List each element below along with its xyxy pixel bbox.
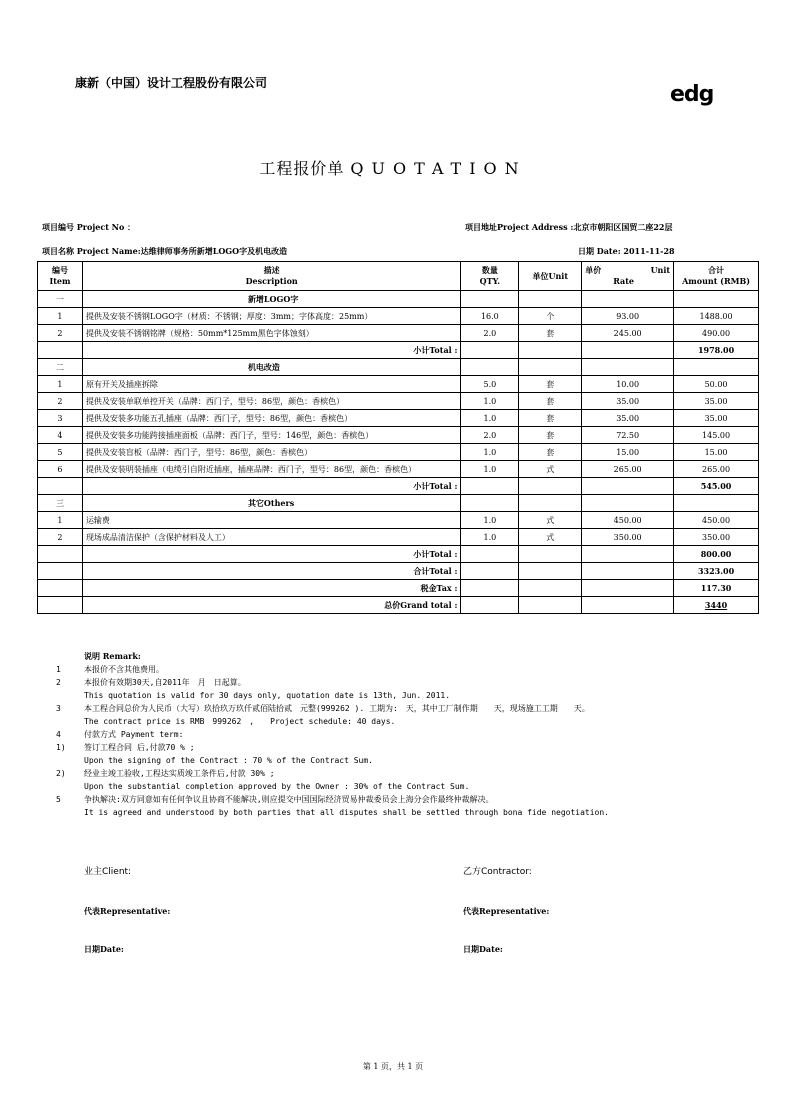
subtotal-label: 小计Total : (82, 478, 460, 495)
empty-cell (519, 478, 582, 495)
item-qty: 16.0 (461, 308, 519, 325)
empty-cell (38, 342, 83, 359)
remark-text: The contract price is RMB 999262 , Project schedule: 40 days. (84, 717, 396, 726)
empty-cell (582, 546, 674, 563)
item-number: 2 (38, 325, 83, 342)
empty-cell (38, 563, 83, 580)
table-row (38, 461, 759, 478)
remark-line (50, 741, 750, 754)
project-address: 项目地址Project Address :北京市朝阳区国贸二座22层 (465, 222, 673, 232)
empty-cell (519, 291, 582, 308)
empty-cell (38, 478, 83, 495)
item-rate: 93.00 (582, 308, 674, 325)
item-number: 6 (38, 461, 83, 478)
section-header-row (38, 291, 759, 308)
item-number: 2 (38, 529, 83, 546)
item-rate: 10.00 (582, 376, 674, 393)
item-number: 3 (38, 410, 83, 427)
header-unit: 单位Unit (519, 262, 582, 291)
item-unit: 个 (519, 308, 582, 325)
remark-text: This quotation is valid for 30 days only, quotation date is 13th, Jun. 2011. (84, 691, 451, 700)
contractor-date: 日期Date: (463, 944, 503, 954)
item-number: 2 (38, 393, 83, 410)
title-cn: 工程报价单 (259, 159, 345, 178)
remark-text: 本报价不含其他费用。 (84, 665, 164, 674)
remark-text: 经业主竣工验收,工程达实质竣工条件后,付款 30% ; (84, 769, 275, 778)
quotation-date: 日期 Date: 2011-11-28 (578, 246, 675, 256)
table-row (38, 529, 759, 546)
item-rate: 450.00 (582, 512, 674, 529)
item-amount: 450.00 (674, 512, 759, 529)
item-description: 提供及安装多功能五孔插座（品牌：西门子，型号：86型，颜色：香槟色） (82, 410, 460, 427)
empty-cell (461, 495, 519, 512)
item-qty: 1.0 (461, 410, 519, 427)
remark-number: 2) (56, 769, 66, 778)
empty-cell (582, 342, 674, 359)
item-rate: 15.00 (582, 444, 674, 461)
remark-line (50, 715, 750, 728)
remark-text: Upon the substantial completion approved by the Owner : 30% of the Contract Sum. (84, 782, 470, 791)
item-qty: 1.0 (461, 444, 519, 461)
section-header-row (38, 495, 759, 512)
item-qty: 5.0 (461, 376, 519, 393)
empty-cell (461, 563, 519, 580)
item-unit: 套 (519, 410, 582, 427)
item-description: 提供及安装不锈钢LOGO字（材质：不锈钢；厚度：3mm；字体高度：25mm） (82, 308, 460, 325)
remark-line (50, 663, 750, 676)
table-row (38, 393, 759, 410)
item-amount: 1488.00 (674, 308, 759, 325)
total-label: 总价Grand total : (82, 597, 460, 614)
item-rate: 350.00 (582, 529, 674, 546)
empty-cell (674, 359, 759, 376)
remark-number (50, 715, 84, 728)
contractor-representative: 代表Representative: (463, 906, 550, 916)
empty-cell (674, 495, 759, 512)
item-number: 1 (38, 308, 83, 325)
item-amount: 35.00 (674, 410, 759, 427)
item-unit: 套 (519, 393, 582, 410)
empty-cell (519, 597, 582, 614)
quotation-table (37, 261, 759, 614)
total-value: 117.30 (674, 580, 759, 597)
total-label: 税金Tax : (82, 580, 460, 597)
table-row (38, 444, 759, 461)
empty-cell (519, 359, 582, 376)
table-row (38, 410, 759, 427)
section-number: 二 (38, 359, 83, 376)
remark-text: It is agreed and understood by both parties that all disputes shall be settled through bona fide negotiation. (84, 808, 609, 817)
item-unit: 式 (519, 529, 582, 546)
empty-cell (461, 359, 519, 376)
item-amount: 145.00 (674, 427, 759, 444)
subtotal-row (38, 546, 759, 563)
total-row (38, 597, 759, 614)
header-rate: 单价 Unit Rate (582, 262, 674, 291)
empty-cell (461, 580, 519, 597)
empty-cell (519, 546, 582, 563)
empty-cell (519, 580, 582, 597)
empty-cell (461, 342, 519, 359)
contractor-label: 乙方Contractor: (463, 867, 532, 877)
empty-cell (582, 478, 674, 495)
remark-number (50, 754, 84, 767)
empty-cell (582, 359, 674, 376)
subtotal-value: 800.00 (674, 546, 759, 563)
empty-cell (38, 580, 83, 597)
item-rate: 35.00 (582, 393, 674, 410)
item-amount: 265.00 (674, 461, 759, 478)
table-row (38, 512, 759, 529)
item-number: 4 (38, 427, 83, 444)
empty-cell (582, 597, 674, 614)
header-item: 编号 Item (38, 262, 83, 291)
item-rate: 245.00 (582, 325, 674, 342)
item-qty: 2.0 (461, 427, 519, 444)
empty-cell (461, 597, 519, 614)
header-qty: 数量 QTY. (461, 262, 519, 291)
item-description: 运输费 (82, 512, 460, 529)
remark-text: 付款方式 Payment term: (84, 730, 184, 739)
table-row (38, 325, 759, 342)
item-number: 5 (38, 444, 83, 461)
item-number: 1 (38, 376, 83, 393)
item-amount: 50.00 (674, 376, 759, 393)
remark-line (50, 689, 750, 702)
section-name: 新增LOGO字 (82, 291, 460, 308)
item-qty: 1.0 (461, 393, 519, 410)
remark-line (50, 728, 750, 741)
item-rate: 72.50 (582, 427, 674, 444)
section-header-row (38, 359, 759, 376)
item-qty: 1.0 (461, 461, 519, 478)
empty-cell (582, 291, 674, 308)
remark-number: 3 (56, 704, 61, 713)
table-row (38, 376, 759, 393)
company-name: 康新（中国）设计工程股份有限公司 (75, 76, 268, 90)
remark-text: 本报价有效期30天,自2011年 月 日起算。 (84, 678, 246, 687)
subtotal-label: 小计Total : (82, 342, 460, 359)
remark-number: 1) (56, 743, 66, 752)
item-unit: 套 (519, 376, 582, 393)
empty-cell (461, 546, 519, 563)
empty-cell (674, 291, 759, 308)
empty-cell (38, 597, 83, 614)
item-qty: 2.0 (461, 325, 519, 342)
remark-title: 说明 Remark: (84, 651, 141, 661)
item-description: 提供及安装明装插座（电缆引自附近插座，插座品牌：西门子，型号：86型，颜色：香槟色） (82, 461, 460, 478)
remarks (50, 650, 750, 819)
remark-line (50, 676, 750, 689)
empty-cell (461, 478, 519, 495)
item-description: 提供及安装不锈钢铭牌（规格：50mm*125mm黑色字体蚀刻） (82, 325, 460, 342)
item-unit: 套 (519, 427, 582, 444)
item-amount: 15.00 (674, 444, 759, 461)
item-unit: 套 (519, 444, 582, 461)
remark-text: 签订工程合同 后,付款70 % ; (84, 743, 195, 752)
table-row (38, 427, 759, 444)
section-name: 机电改造 (82, 359, 460, 376)
item-description: 原有开关及插座拆除 (82, 376, 460, 393)
item-amount: 35.00 (674, 393, 759, 410)
client-representative: 代表Representative: (84, 906, 171, 916)
empty-cell (38, 546, 83, 563)
item-unit: 式 (519, 512, 582, 529)
empty-cell (582, 580, 674, 597)
item-description: 提供及安装盲板（品牌：西门子，型号：86型，颜色：香槟色） (82, 444, 460, 461)
section-name: 其它Others (82, 495, 460, 512)
page-footer: 第 1 页，共 1 页 (362, 1062, 424, 1071)
remark-line (50, 754, 750, 767)
remark-number (50, 780, 84, 793)
client-date: 日期Date: (84, 944, 124, 954)
remark-line (50, 780, 750, 793)
header-description: 描述 Description (82, 262, 460, 291)
header-amount: 合计 Amount (RMB) (674, 262, 759, 291)
subtotal-label: 小计Total : (82, 546, 460, 563)
item-qty: 1.0 (461, 529, 519, 546)
remark-line (50, 793, 750, 806)
remark-line (50, 806, 750, 819)
empty-cell (582, 563, 674, 580)
remark-number: 5 (56, 795, 61, 804)
page-title (0, 156, 786, 179)
client-label: 业主Client: (84, 867, 132, 877)
remark-line (50, 702, 750, 715)
remark-text: 争执解决:双方同意如有任何争议且协商不能解决,则应提交中国国际经济贸易仲裁委员会上海分会作最终仲裁解决。 (84, 795, 494, 804)
empty-cell (519, 563, 582, 580)
empty-cell (519, 495, 582, 512)
remark-number (50, 806, 84, 819)
section-number: 三 (38, 495, 83, 512)
total-label: 合计Total : (82, 563, 460, 580)
item-unit: 套 (519, 325, 582, 342)
total-value: 3323.00 (674, 563, 759, 580)
item-unit: 式 (519, 461, 582, 478)
item-description: 提供及安装多功能跨接插座面板（品牌：西门子，型号：146型，颜色：香槟色） (82, 427, 460, 444)
item-number: 1 (38, 512, 83, 529)
item-rate: 265.00 (582, 461, 674, 478)
remark-number: 4 (56, 730, 61, 739)
item-rate: 35.00 (582, 410, 674, 427)
empty-cell (519, 342, 582, 359)
project-no: 项目编号 Project No ： (42, 222, 136, 232)
subtotal-row (38, 342, 759, 359)
edg-logo: edg (670, 82, 714, 107)
empty-cell (582, 495, 674, 512)
table-row (38, 308, 759, 325)
item-description: 提供及安装单联单控开关（品牌：西门子，型号：86型，颜色：香槟色） (82, 393, 460, 410)
item-amount: 350.00 (674, 529, 759, 546)
total-row (38, 580, 759, 597)
remark-number: 1 (56, 665, 61, 674)
remark-text: Upon the signing of the Contract : 70 % of the Contract Sum. (84, 756, 373, 765)
remark-number: 2 (56, 678, 61, 687)
remark-number (50, 689, 84, 702)
title-en: QUOTATION (350, 159, 527, 178)
item-description: 现场成品清洁保护（含保护材料及人工） (82, 529, 460, 546)
item-amount: 490.00 (674, 325, 759, 342)
item-qty: 1.0 (461, 512, 519, 529)
empty-cell (461, 291, 519, 308)
remark-line (50, 767, 750, 780)
project-name: 项目名称 Project Name:达维律师事务所新增LOGO字及机电改造 (42, 246, 288, 256)
subtotal-row (38, 478, 759, 495)
section-number: 一 (38, 291, 83, 308)
table-header-row (38, 262, 759, 291)
total-row (38, 563, 759, 580)
subtotal-value: 1978.00 (674, 342, 759, 359)
subtotal-value: 545.00 (674, 478, 759, 495)
total-value: 3440 (674, 597, 759, 614)
remark-text: 本工程合同总价为人民币（大写）玖拾玖万玖仟贰佰陆拾贰 元整(999262 ). 工期为: 天，其中工厂制作期 天，现场施工工期 天。 (84, 704, 590, 713)
